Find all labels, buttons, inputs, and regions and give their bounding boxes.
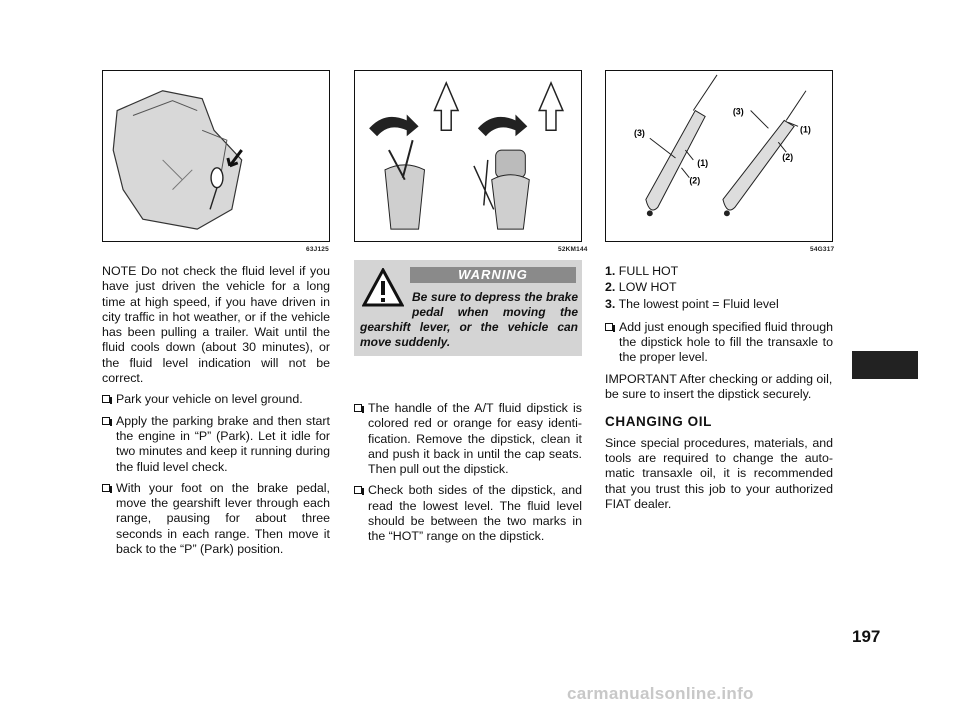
fig3-label-2a: (2) [689, 175, 701, 186]
page-number: 197 [852, 627, 881, 646]
dipstick-handle-illustration [355, 71, 581, 241]
note-paragraph: NOTE Do not check the fluid level if you have just driven the vehicle for a long time at high speed, if you have driven in city traffic in hot weather, or if the vehicle has been pulling a trailer. Wait until the fluid cools down (about 30 minutes), or the fluid level indication will not be correct. [102, 264, 330, 386]
bullet-item: Check both sides of the dipstick, and read the lowest level. The fluid level should be between the two marks in the “HOT” range on the dipstick. [354, 483, 582, 544]
checkbox-bullet-icon [354, 486, 362, 494]
warning-title: WARNING [410, 267, 576, 283]
checkbox-bullet-icon [102, 417, 110, 425]
figure-code-3: 54G317 [810, 246, 835, 253]
figure-code-1: 63J125 [306, 246, 329, 253]
legend-item: 1. FULL HOT [605, 264, 679, 278]
figure-code-2: 52KM144 [558, 246, 588, 253]
checkbox-bullet-icon [102, 484, 110, 492]
fig3-label-3a: (3) [634, 128, 645, 139]
bullet-item: With your foot on the brake pedal, move the gearshift lever through each range, pausing for about three seconds in each range. Then move it back to the “P” (Park) position. [102, 481, 330, 557]
warning-box [354, 260, 582, 356]
watermark: carmanualsonline.info [567, 684, 754, 703]
important-paragraph: IMPORTANT After checking or adding oil, be sure to insert the dipstick securely. [605, 371, 833, 402]
fig3-label-1b: (1) [800, 124, 811, 135]
right-column [605, 264, 833, 518]
fig3-label-2b: (2) [782, 151, 794, 162]
middle-column [354, 401, 582, 551]
checkbox-bullet-icon [605, 323, 613, 331]
checkbox-bullet-icon [102, 395, 110, 403]
section-heading: CHANGING OIL [605, 414, 712, 430]
warning-text-container [360, 290, 578, 350]
bullet-item: The handle of the A/T fluid dipstick is colored red or orange for easy identi-fication. Remove the dipstick, clean it and push it back in until the cap seats. Then pull out the dipstick. [354, 401, 582, 477]
changing-oil-paragraph: Since special procedures, materials, and tools are required to change the auto-matic transaxle oil, it is recommended that you trust this job to your authorized FIAT dealer. [605, 435, 833, 511]
checkbox-bullet-icon [354, 404, 362, 412]
legend-item: 2. LOW HOT [605, 280, 677, 295]
figure-dipstick-handles [354, 70, 582, 242]
figure-dipstick-marks [605, 70, 833, 242]
legend-item: 3. The lowest point = Fluid level [605, 296, 779, 311]
fig3-label-3b: (3) [732, 106, 744, 117]
fig3-label-1a: (1) [697, 157, 709, 168]
bullet-item: Add just enough specified fluid through the dipstick hole to fill the transaxle to the proper level. [605, 320, 833, 366]
left-column [102, 264, 330, 563]
bullet-item: Park your vehicle on level ground. [102, 392, 330, 407]
transaxle-illustration [103, 71, 329, 241]
dipstick-marks-illustration [606, 71, 832, 241]
figure-transaxle [102, 70, 330, 242]
section-tab-marker [852, 351, 918, 379]
bullet-item: Apply the parking brake and then start the engine in “P” (Park). Let it idle for two minutes and keep it running during the fluid level check. [102, 414, 330, 475]
warning-text: Be sure to depress the brake pedal when moving the gearshift lever, or the vehicle can move suddenly. [360, 290, 578, 349]
